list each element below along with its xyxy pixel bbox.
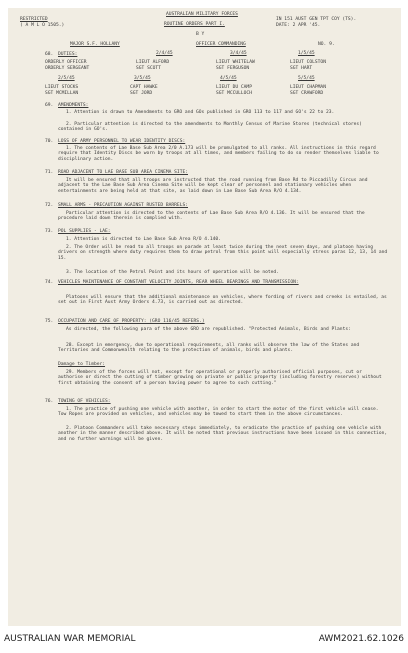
section-paragraph: 28. Except in emergency, due to operational requirements, all ranks will observe the law of the States and Territories and Commonwealth relating to the protection of animals, birds and plants. [58, 343, 360, 354]
by-label: B Y [196, 32, 205, 37]
duty-officer: CAPT HAWKE [130, 85, 158, 90]
section-paragraph: 2. Platoon Commanders will take necessary steps immediately, to eradicate the practice of pushing one vehicle with another in the manner described above. It will be noted that previous instructions have been issued in this connection, and no further warnings will be given. [58, 426, 388, 442]
duty-date: 2/5/45 [58, 76, 75, 81]
duty-role: ORDERLY OFFICER [45, 60, 87, 65]
document-page [8, 8, 401, 626]
duty-sergeant: SGT FERGUSON [216, 66, 250, 71]
section-title: AMENDMENTS: [58, 103, 89, 108]
duty-officer: LIEUT WHITELAW [216, 60, 255, 65]
section-number: 75. [45, 319, 54, 324]
section-paragraph: 2. Particular attention is directed to the amendments to Monthly Census of Marine Stores (technical stores) contained in GO's. [58, 122, 362, 133]
orders-title: ROUTINE ORDERS PART I. [164, 22, 225, 27]
section-paragraph: 1. Attention is directed to Lae Base Sub Area R/O 4.140. [66, 237, 221, 242]
section-number: 70. [45, 139, 54, 144]
section-paragraph: It will be ensured that all troops are instructed that the road running from Base Rd to Piccadilly Circus and adjacent to the Lae Base Sub Area Cinema Site will be kept clear of personnel and stationary vehicles when entertainments are being held at that site, as laid down in Lae Base Sub Area R/O 4.134. [58, 178, 368, 194]
section-paragraph: 1. The practice of pushing one vehicle with another, in order to start the motor of the first vehicle will cease. Tow Ropes are provided on vehicles, and vehicles may be towed to start them in the above circumstances. [58, 407, 379, 418]
section-paragraph: 1. Attention is drawn to Amendments to GRO and GOs published in GRO 113 to 117 and GO's 22 to 23. [66, 110, 335, 115]
force-title: AUSTRALIAN MILITARY FORCES [166, 12, 238, 17]
footer-bar [0, 626, 408, 653]
duty-officer: LIEUT CHAPMAN [290, 85, 326, 90]
duty-officer: LIEUT ALFORD [136, 60, 170, 65]
section-title: VEHICLES MAINTENANCE OF CONSTANT VELOCITY JOINTS, REAR WHEEL BEARINGS AND TRANSMISSION: [58, 280, 299, 285]
section-paragraph: Platoons will ensure that the additional maintenance on vehicles, where fording of rivers and creeks is entailed, as set out in First Aust Army Orders 4.73, is carried out as directed. [58, 295, 387, 306]
section-title: TOWING OF VEHICLES: [58, 399, 111, 404]
duty-date: 3/5/45 [134, 76, 151, 81]
footer-institution: AUSTRALIAN WAR MEMORIAL [4, 634, 136, 644]
amlo-label: ( A M L O 1505.) [20, 23, 65, 28]
section-number: 76. [45, 399, 54, 404]
section-title: SMALL ARMS - PRECAUTION AGAINST RUSTED BARRELS: [58, 203, 188, 208]
section-title: POL SUPPLIES - LAE: [58, 229, 111, 234]
section-paragraph: 3. The location of the Petrol Point and its hours of operation will be noted. [66, 270, 279, 275]
section-number: 69. [45, 103, 54, 108]
section-paragraph: 1. The contents of Lae Base Sub Area 2/0 A.173 will be promulgated to all ranks. All instructions in this regard require that Identity Discs be worn by troops at all times, and members failing to do so render themselves liable to disciplinary action. [58, 146, 379, 162]
date-label: DATE: 2 APR '45. [276, 23, 321, 28]
section-subheading: Damage to Timber: [58, 362, 106, 367]
duty-officer: LIEUT STOCKS [45, 85, 79, 90]
duty-sergeant: SGT HART [290, 66, 313, 71]
section-paragraph: Particular attention is directed to the contents of Lae Base Sub Area R/O 4.136. It will be ensured that the procedure laid down therein is complied with. [58, 211, 365, 222]
section-paragraph: 2. The Order will be read to all troops on parade at least twice during the next seven days, and platoon having drivers on strength where duty requires them to draw petrol from this point will especially stress paras 12, 13, 14 and 15. [58, 245, 388, 261]
duty-officer: LIEUT COLSTON [290, 60, 326, 65]
section-paragraph: 29. Members of the forces will not, except for operational or properly authorised official purposes, cut or authorise or direct the cutting of timber growing on private or public property (including forestry reserves) without first obtaining the consent of a person having power to agree to such cutting." [58, 370, 382, 386]
duty-sergeant: SGT JORD [130, 91, 153, 96]
duties-title: DUTIES: [58, 52, 78, 57]
section-number: 73. [45, 229, 54, 234]
major-label: MAJOR S.F. HOLLANY [70, 42, 120, 47]
restricted-label: RESTRICTED [20, 17, 48, 22]
duty-sergeant: SGT MCMILLAN [45, 91, 79, 96]
section-number: 74. [45, 280, 54, 285]
section-number: 72. [45, 203, 54, 208]
footer-accession-number: AWM2021.62.1026 [318, 634, 404, 644]
section-number: 68. [45, 52, 54, 57]
duty-role: ORDERLY SERGEANT [45, 66, 90, 71]
section-title: OCCUPATION AND CARE OF PROPERTY: (GRO 116/45 REFERS.) [58, 319, 205, 324]
duty-sergeant: SGT CRAWFORD [290, 91, 324, 96]
duty-date: 1/5/45 [298, 51, 315, 56]
section-paragraph: As directed, the following para of the above GRO are republished. "Protected Animals, Birds and Plants: [66, 327, 351, 332]
duty-sergeant: SGT SCOTT [136, 66, 161, 71]
duty-date: 3/4/45 [230, 51, 247, 56]
section-title: LOSS OF ARMY PERSONNEL TO WEAR IDENTITY DISCS: [58, 139, 186, 144]
duty-date: 2/4/45 [156, 51, 173, 56]
order-number: NO. 9. [318, 42, 335, 47]
section-number: 71. [45, 170, 54, 175]
unit-label: IN 151 AUST GEN TPT COY (TS). [276, 17, 357, 22]
section-title: ROAD ADJACENT TO LAE BASE SUB AREA CINEMA SITE: [58, 170, 188, 175]
officer-label: OFFICER COMMANDING [196, 42, 246, 47]
duty-officer: LIEUT DU CAMP [216, 85, 252, 90]
duty-date: 4/5/45 [220, 76, 237, 81]
duty-sergeant: SGT MCCULLOCH [216, 91, 252, 96]
duty-date: 5/5/45 [298, 76, 315, 81]
